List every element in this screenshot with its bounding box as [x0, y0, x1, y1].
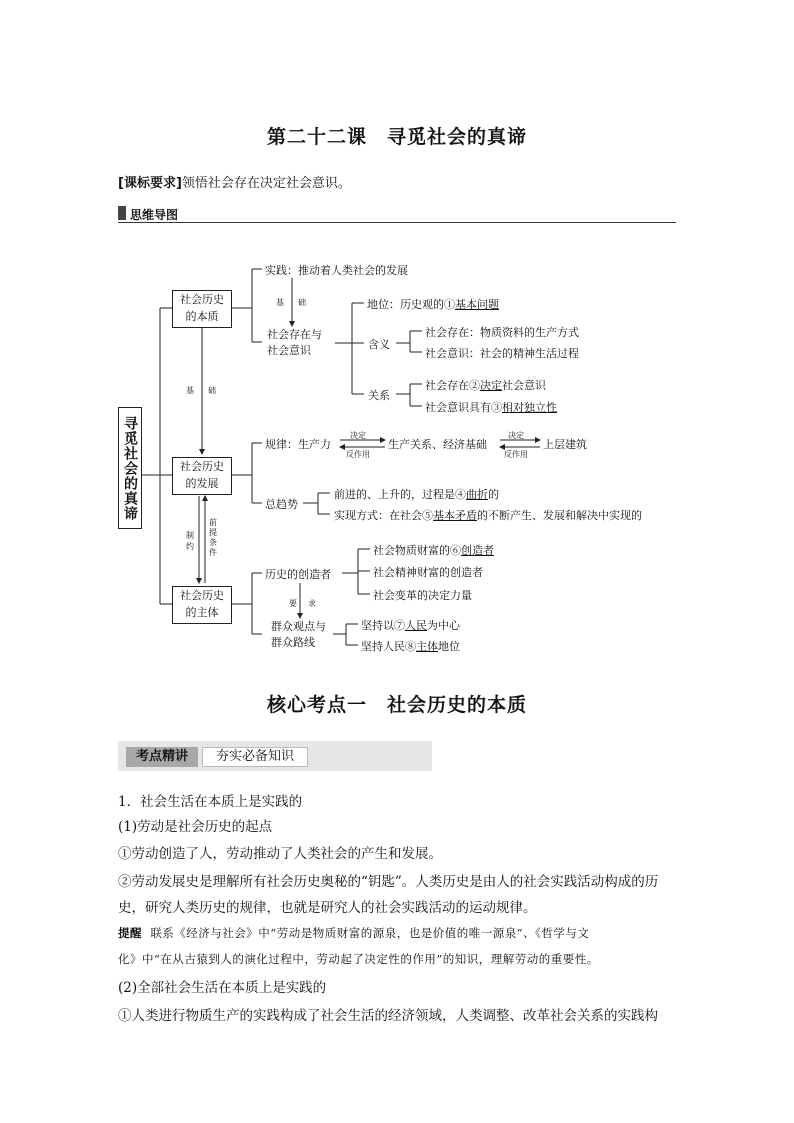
tip-line-2: 化》中“在从古猿到人的演化过程中，劳动起了决定性的作用”的知识，理解劳动的重要性。: [118, 952, 599, 966]
node-status: 地位：历史观的①基本问题: [367, 298, 499, 311]
para-5: (2)全部社会生活在本质上是实践的: [118, 980, 327, 996]
tip-line-1: 提醒 联系《经济与社会》中“劳动是物质财富的源泉，也是价值的唯一源泉”、《哲学与文: [118, 926, 590, 940]
para-1: 1．社会生活在本质上是实践的: [118, 794, 303, 810]
banner-tag: 考点精讲: [126, 747, 198, 767]
node-trend-1: 前进的、上升的，过程是④曲折的: [334, 488, 499, 501]
node-existence: 社会存在与 社会意识: [267, 328, 322, 357]
standard-text: 领悟社会存在决定社会意识。: [181, 176, 351, 191]
node-creator-1: 社会物质财富的⑥创造者: [373, 544, 494, 557]
node-meaning-2: 社会意识：社会的精神生活过程: [425, 347, 579, 360]
root-label: 寻觅社会的真谛: [122, 415, 138, 521]
mindmap-root: [118, 407, 142, 529]
node-masses-1: 坚持以⑦人民为中心: [361, 619, 460, 632]
lesson-title: 第二十二课 寻觅社会的真谛: [266, 126, 527, 148]
mindmap-heading: 思维导图: [130, 208, 179, 222]
para-3: ①劳动创造了人，劳动推动了人类社会的产生和发展。: [118, 846, 442, 862]
node-relation: 关系: [368, 389, 390, 402]
node-creator-3: 社会变革的决定力量: [373, 589, 472, 602]
node-trend-2: 实现方式：在社会⑤基本矛盾的不断产生、发展和解决中实现的: [334, 509, 642, 522]
node-masses-2: 坚持人民⑧主体地位: [361, 640, 460, 653]
para-4a: ②劳动发展史是理解所有社会历史奥秘的“钥匙”。人类历史是由人的社会实践活动构成的历: [118, 874, 659, 890]
tip-label: 提醒: [118, 926, 142, 940]
node-meaning: 含义: [368, 338, 390, 351]
node-relation-1: 社会存在②决定社会意识: [425, 379, 546, 392]
node-creator: 历史的创造者: [265, 568, 331, 581]
node-masses: 群众观点与 群众路线: [271, 620, 326, 649]
node-practice: 实践：推动着人类社会的发展: [265, 264, 408, 277]
node-creator-2: 社会精神财富的创造者: [373, 566, 483, 579]
branch-subject: 社会历史 的主体: [172, 586, 232, 624]
branch-development: 社会历史 的发展: [172, 457, 232, 495]
para-2: (1)劳动是社会历史的起点: [118, 819, 273, 835]
node-law: 规律：生产力: [265, 438, 331, 451]
para-4b: 史，研究人类历史的规律，也就是研究人的社会实践活动的运动规律。: [118, 900, 537, 916]
node-trend: 总趋势: [265, 498, 298, 511]
node-relation-2: 社会意识具有③相对独立性: [425, 401, 557, 414]
para-6: ①人类进行物质生产的实践构成了社会生活的经济领域，人类调整、改革社会关系的实践构: [118, 1008, 658, 1024]
banner-text: 夯实必备知识: [202, 747, 308, 767]
node-meaning-1: 社会存在：物质资料的生产方式: [425, 326, 579, 339]
core-title: 核心考点一 社会历史的本质: [266, 694, 527, 716]
node-law-middle: 生产关系、经济基础: [388, 438, 487, 451]
standard-tag: [课标要求]: [118, 176, 182, 191]
branch-nature: 社会历史 的本质: [172, 290, 232, 328]
node-law-end: 上层建筑: [543, 438, 587, 451]
section-banner: [118, 741, 432, 771]
